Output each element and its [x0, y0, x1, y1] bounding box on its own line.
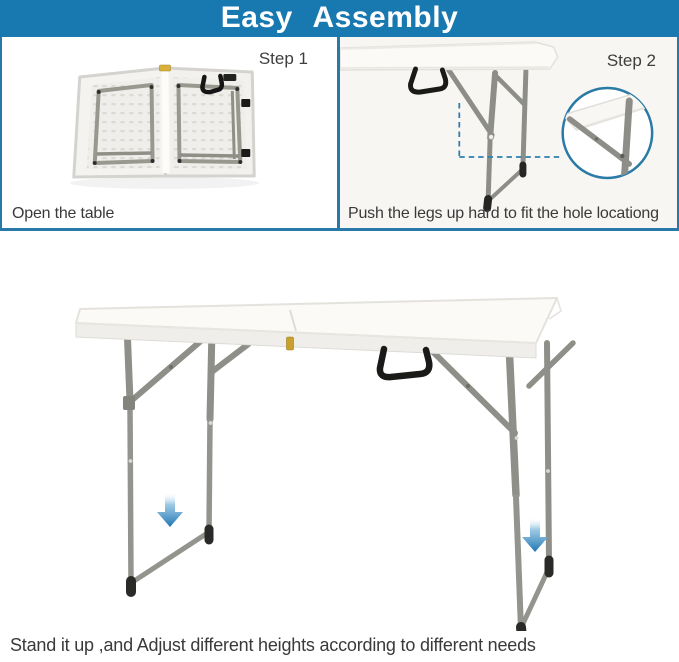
step1-label: Step 1 [258, 49, 308, 68]
assembled-table-illustration [0, 231, 679, 631]
tabletop [76, 298, 561, 358]
step1-panel [2, 37, 340, 228]
down-arrow-icon [157, 492, 183, 527]
seam-latch [287, 337, 294, 350]
footer-caption: Stand it up ,and Adjust different heights according to different needs [10, 635, 536, 655]
steps-row [0, 37, 679, 231]
magnifier-circle [563, 88, 652, 179]
step2-label: Step 2 [606, 51, 656, 70]
page-title: Easy Assembly [220, 0, 459, 34]
header-banner [0, 0, 679, 37]
step2-caption: Push the legs up hard to fit the hole locationg [348, 205, 659, 222]
step2-panel [340, 37, 677, 228]
down-arrow-icon [522, 517, 548, 552]
carry-handle [410, 69, 445, 92]
hinge-latch [160, 65, 171, 71]
step1-caption: Open the table [12, 205, 115, 222]
